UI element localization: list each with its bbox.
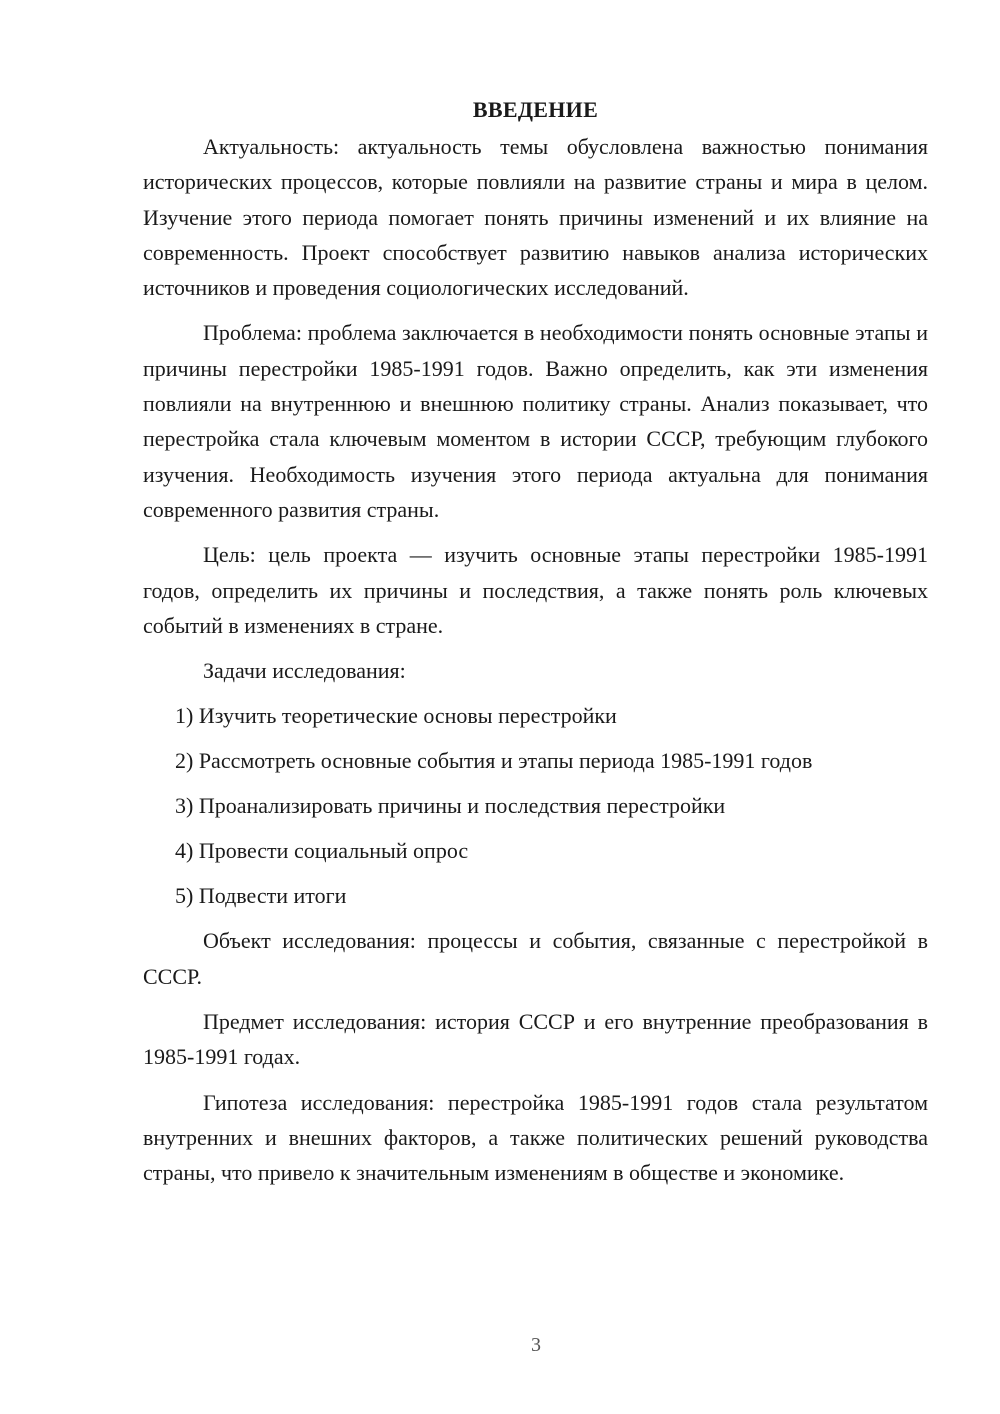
task-item-4: 4) Провести социальный опрос	[175, 838, 469, 864]
tasks-list	[143, 698, 928, 913]
paragraph-subject: Предмет исследования: история СССР и его внутренние преобразования в 1985-1991 годах.	[143, 1009, 928, 1070]
paragraph-hypothesis: Гипотеза исследования: перестройка 1985-1991 годов стала результатом внутренних и внешних факторов, а также политических решений руководства страны, что привело к значительным изменениям в обществе и экономике.	[143, 1089, 928, 1186]
paragraph-problem: Проблема: проблема заключается в необходимости понять основные этапы и причины перестройки 1985-1991 годов. Важно определить, как эти изменения повлияли на внутреннюю и внешнюю политику страны. Анализ показывает, что перестройка стала ключевым моментом в истории СССР, требующим глубокого изучения. Необходимость изучения этого периода актуальна для понимания современного развития страны.	[143, 320, 928, 522]
paragraph-object: Объект исследования: процессы и события, связанные с перестройкой в СССР.	[143, 928, 928, 989]
tasks-heading: Задачи исследования:	[203, 658, 406, 684]
page-number: 3	[531, 1334, 541, 1356]
task-item-2: 2) Рассмотреть основные события и этапы периода 1985-1991 годов	[175, 748, 813, 774]
paragraph-goal: Цель: цель проекта — изучить основные этапы перестройки 1985-1991 годов, определить их причины и последствия, а также понять роль ключевых событий в изменениях в стране.	[143, 542, 928, 638]
task-item-1: 1) Изучить теоретические основы перестройки	[175, 703, 617, 729]
document-page	[143, 92, 928, 1201]
paragraph-relevance: Актуальность: актуальность темы обусловлена важностью понимания исторических процессов, которые повлияли на развитие страны и мира в целом. Изучение этого периода помогает понять причины изменений и их влияние на современность. Проект способствует развитию навыков анализа исторических источников и проведения социологических исследований.	[143, 134, 928, 301]
section-title: ВВЕДЕНИЕ	[472, 97, 599, 122]
task-item-3: 3) Проанализировать причины и последствия перестройки	[175, 793, 726, 819]
task-item-5: 5) Подвести итоги	[175, 883, 347, 909]
